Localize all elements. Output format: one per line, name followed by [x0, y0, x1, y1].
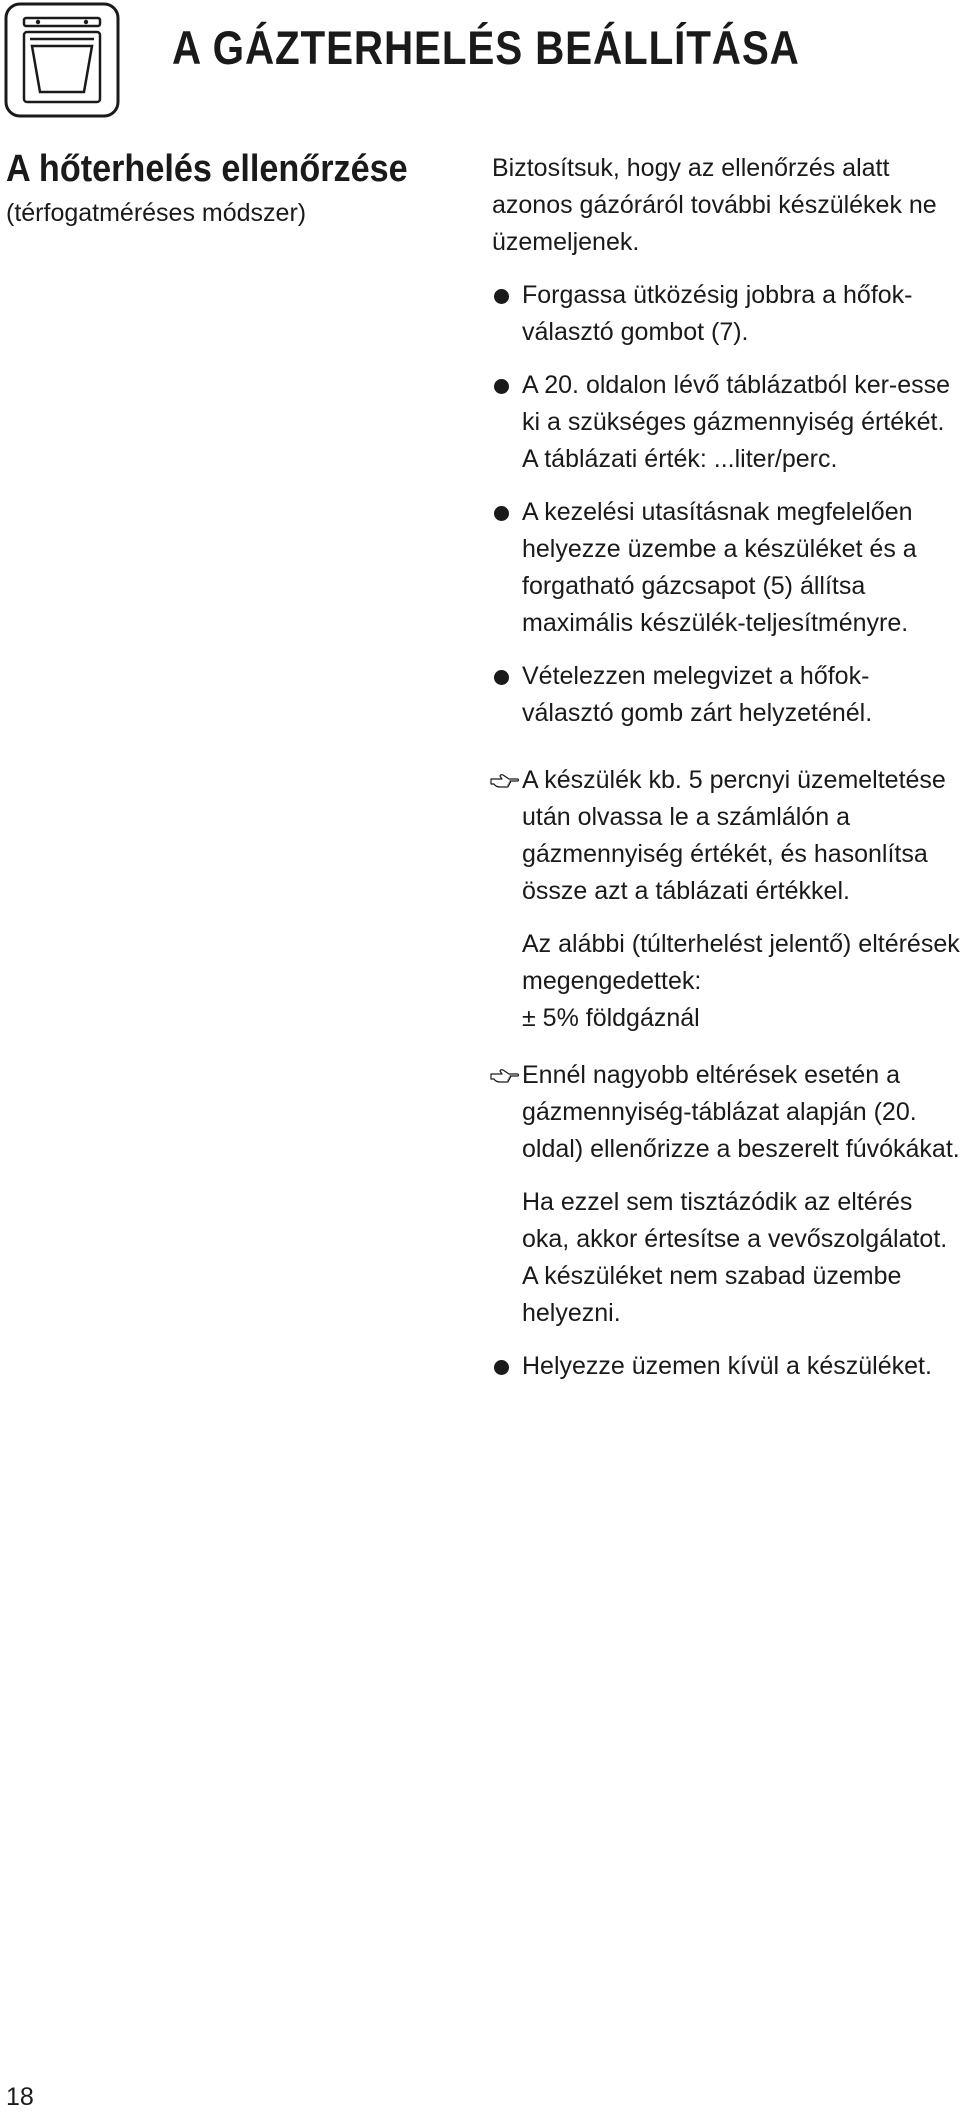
page-number: 18: [6, 2083, 34, 2111]
bullet-icon: [494, 1360, 509, 1375]
section-title: A hőterhelés ellenőrzése: [6, 148, 408, 190]
intro-text: Biztosítsuk, hogy az ellenőrzés alatt azonos gázóráról további készülékek ne üzemeljenek.: [492, 154, 937, 256]
page-title: A GÁZTERHELÉS BEÁLLÍTÁSA: [172, 21, 800, 74]
intro-paragraph: [492, 150, 960, 261]
bullet-text: Forgassa ütközésig jobbra a hőfok-választó gombot (7).: [522, 281, 913, 346]
instructions-column: [492, 150, 960, 1385]
bullet-item: [492, 367, 960, 478]
pointing-hand-icon: [490, 771, 520, 789]
bullet-icon: [494, 506, 509, 521]
bullet-item: [492, 277, 960, 351]
service-paragraph: [492, 1184, 960, 1332]
note-text: Ennél nagyobb eltérések esetén a gázmennyiség-táblázat alapján (20. oldal) ellenőrizze a beszerelt fúvókákat.: [522, 1061, 960, 1163]
bullet-icon: [494, 289, 509, 304]
oven-icon: [4, 2, 120, 118]
tolerance-text: Az alábbi (túlterhelést jelentő) eltérések megengedettek:: [522, 930, 960, 995]
tolerance-paragraph: [492, 926, 960, 1037]
bullet-text: A 20. oldalon lévő táblázatból ker-esse ki a szükséges gázmennyiség értékét. A táblázati érték: ...liter/perc.: [522, 371, 951, 473]
bullet-icon: [494, 670, 509, 685]
section-subtitle: (térfogatméréses módszer): [6, 199, 307, 227]
bullet-text: Helyezze üzemen kívül a készüléket.: [522, 1352, 932, 1380]
note-item: [492, 762, 960, 910]
bullet-text: A kezelési utasításnak megfelelően helyezze üzembe a készüléket és a forgatható gázcsapot (5) állítsa maximális készülék-teljesítményre.: [522, 498, 917, 637]
bullet-item: [492, 658, 960, 732]
pointing-hand-icon: [490, 1066, 520, 1084]
tolerance-value: ± 5% földgáznál: [522, 1004, 700, 1032]
note-item: [492, 1057, 960, 1168]
bullet-icon: [494, 379, 509, 394]
note-text: A készülék kb. 5 percnyi üzemeltetése után olvassa le a számlálón a gázmennyiség értékét, és hasonlítsa össze azt a táblázati értékkel.: [522, 766, 946, 905]
service-text: Ha ezzel sem tisztázódik az eltérés oka, akkor értesítse a vevőszolgálatot. A készüléket nem szabad üzembe helyezni.: [522, 1188, 948, 1327]
bullet-text: Vételezzen melegvizet a hőfok-választó gomb zárt helyzeténél.: [522, 662, 873, 727]
bullet-item: [492, 494, 960, 642]
bullet-item: [492, 1348, 960, 1385]
